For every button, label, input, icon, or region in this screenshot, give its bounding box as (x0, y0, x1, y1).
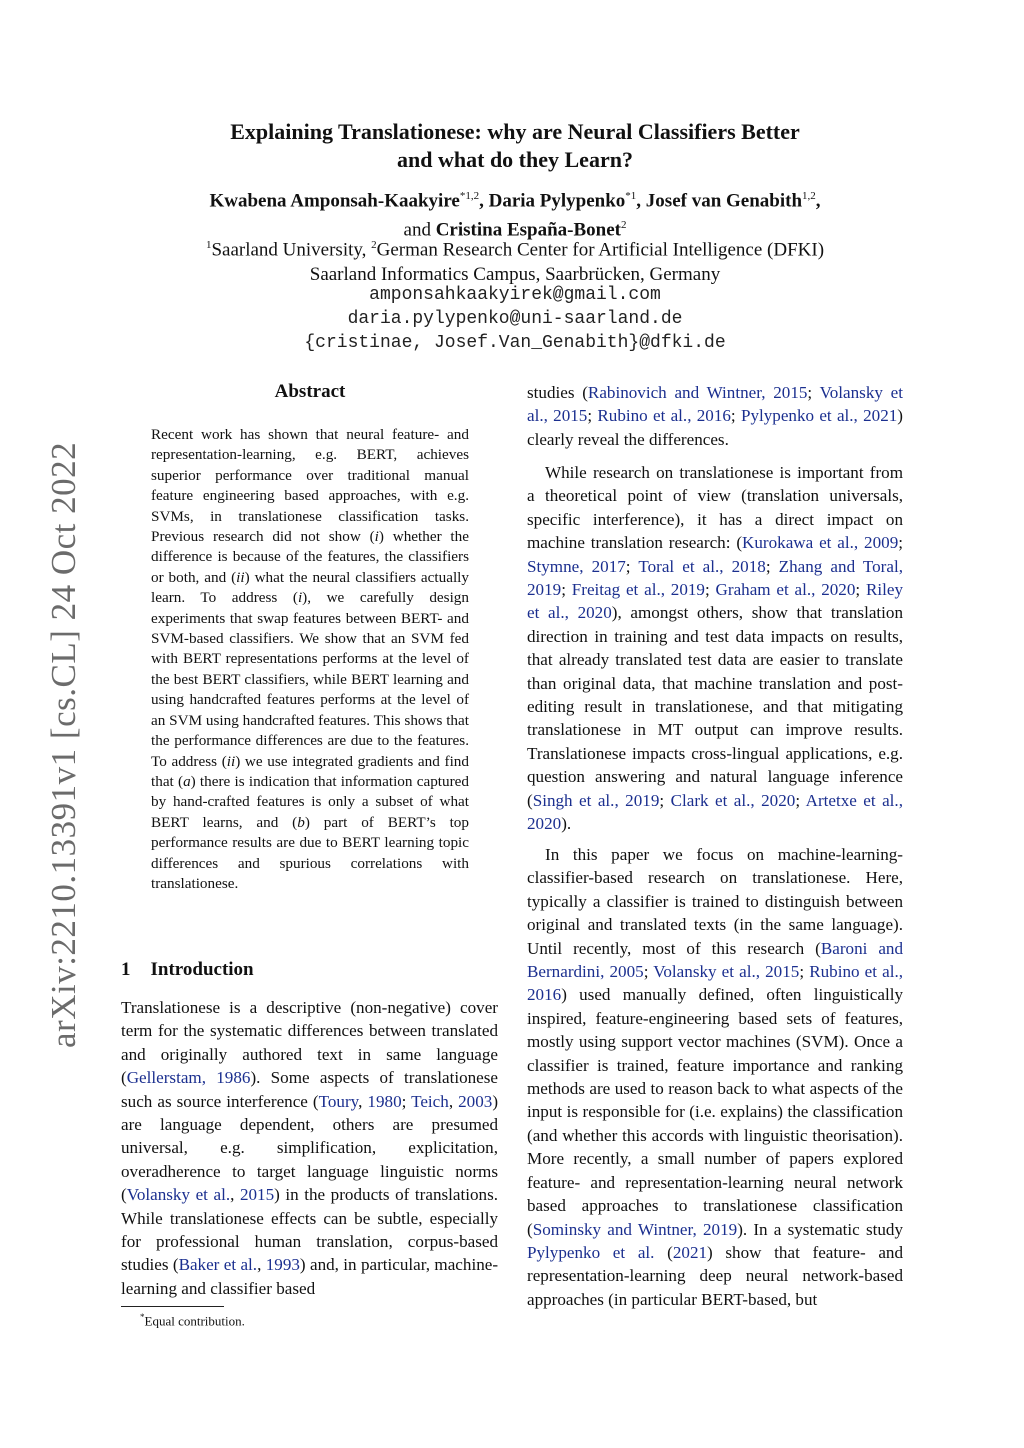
affiliation-line-2: Saarland Informatics Campus, Saarbrücken, Germany (309, 264, 721, 286)
citation-link[interactable]: Singh et al., 2019 (532, 790, 660, 810)
text-run: ) whether the difference is because of the features, the classifiers or both, and ( (151, 528, 469, 586)
text-run: Recent work has shown that neural feature- and representation-learning, e.g. BERT, achieves superior performance over traditional manual feature engineering based approaches, with e.g. SVMs, in translationese classification tasks. Previous research did not show ( (151, 426, 469, 546)
right-paragraph-2 (527, 461, 903, 836)
email-1: amponsahkaakyirek@gmail.com (369, 285, 661, 305)
citation-link[interactable]: Stymne, 2017 (527, 556, 626, 576)
text-run: ) part of BERT’s top performance results are due to BERT learning topic differences and spurious correlations with translationese. (151, 813, 469, 892)
affiliation-org: Saarland University, (211, 239, 367, 261)
text-run: , (257, 1255, 266, 1275)
text-run: ; (855, 580, 866, 600)
italic-text: i (297, 589, 303, 607)
footnote-mark: * (140, 1312, 145, 1322)
affiliation-org: German Research Center for Artificial Intelligence (DFKI) (376, 239, 825, 261)
text-run: ) we use integrated gradients and find that ( (151, 752, 469, 790)
citation-link[interactable]: Graham et al., 2020 (715, 580, 856, 600)
text-run: ; (401, 1091, 412, 1111)
affiliation-line-1 (120, 233, 910, 262)
citation-link[interactable]: Volansky et al. (126, 1185, 231, 1205)
text-run: ) used manually defined, often linguistically inspired, feature-engineering based sets of features, mostly using support vector machines (SVM). Once a classifier is trained, feature importance and ranking methods are used to reason back to what aspects of the input is responsible for (i.e. explains) the classification (and whether this accords with linguistic theorisation). More recently, a small number of papers explored feature- and representation-learning neural network based approaches to translationese classification ( (527, 985, 903, 1239)
citation-link[interactable]: Clark et al., 2020 (670, 790, 796, 810)
text-run: ) show that feature- and representation-learning deep neural network-based approaches (in particular BERT-based, but (527, 1242, 904, 1309)
section-heading-introduction (121, 959, 254, 981)
text-run: In this paper we focus on machine-learning-classifier-based research on translationese. Here, typically a classifier is trained to distinguish between original and translated texts (in the same language). Until recently, most of this research ( (527, 845, 903, 958)
arxiv-identifier: arXiv:2210.13391v1 [cs.CL] 24 Oct 2022 (44, 441, 83, 1048)
text-run: Translationese is a descriptive (non-negative) cover term for the systematic differences between translated and originally authored text in same language ( (121, 998, 498, 1088)
citation-link[interactable]: Baker et al. (178, 1255, 258, 1275)
section-number: 1 (121, 959, 131, 980)
citation-link[interactable]: Kurokawa et al., 2009 (742, 533, 899, 553)
italic-text: a (183, 772, 191, 790)
text-run: ; (587, 406, 598, 426)
affiliations (120, 233, 910, 287)
text-run: ). Some aspects of translationese such as source interference ( (121, 1068, 498, 1111)
affiliation-mark: 2 (371, 239, 377, 251)
abstract-heading: Abstract (274, 381, 346, 402)
citation-link[interactable]: Rubino et al., 2016 (527, 962, 903, 1005)
text-run: ). In a systematic study (737, 1219, 903, 1239)
author-name: Daria Pylypenko (488, 190, 626, 212)
text-run: ; (659, 790, 671, 810)
text-run: ), we carefully design experiments that swap features between BERT- and SVM-based classifiers. We show that an SVM fed with BERT representations performs at the level of the best BERT classifiers, while BERT learning and using handcrafted features performs at the level of an SVM using handcrafted features. This shows that the performance differences are due to the features. To address ( (151, 589, 469, 770)
citation-link[interactable]: 2015 (239, 1185, 275, 1205)
email-3: {cristinae, Josef.Van_Genabith}@dfki.de (304, 333, 726, 353)
intro-left-column (121, 996, 498, 1300)
text-run: ; (561, 580, 572, 600)
footnote-text: Equal contribution. (144, 1313, 245, 1329)
right-paragraph-1 (527, 381, 903, 451)
author-affiliation-mark: *1 (625, 190, 637, 202)
author-name: Josef van Genabith (645, 190, 803, 212)
affiliation-mark: 1 (205, 239, 212, 251)
footnote (140, 1312, 245, 1329)
citation-link[interactable]: Rabinovich and Wintner, 2015 (587, 383, 808, 402)
citation-link[interactable]: 2021 (672, 1242, 708, 1262)
citation-link[interactable]: Baroni and Bernardini, 2005 (527, 938, 903, 982)
text-run: ) clearly reveal the differences. (527, 406, 903, 449)
authors-line-1: Kwabena Amponsah-Kaakyire$^{*1,2}$, Daria Pylypenko$^{*1}$, Josef van Genabith$^{1,2}$, (209, 190, 821, 212)
citation-link[interactable]: Zhang and Toral, 2019 (527, 556, 903, 600)
text-run: ) there is indication that information captured by hand-crafted features is only a subset of what BERT learns, and ( (151, 772, 469, 831)
citation-link[interactable]: Sominsky and Wintner, 2019 (532, 1219, 738, 1239)
author-name: Kwabena Amponsah-Kaakyire (209, 190, 460, 212)
text-run: While research on translationese is important from a theoretical point of view (translation universals, specific interference), it has a direct impact on machine translation research: ( (527, 463, 903, 553)
text-run: ; (704, 580, 716, 600)
text-run: ). (561, 814, 572, 834)
text-run: ; (625, 556, 639, 576)
title-line-1: Explaining Translationese: why are Neural Classifiers Better (230, 119, 800, 144)
text-run: ; (898, 533, 903, 553)
author-affiliation-mark: 1,2 (802, 190, 816, 202)
email-2: daria.pylypenko@uni-saarland.de (347, 309, 683, 329)
italic-text: ii (226, 752, 236, 770)
author-affiliation-mark: *1,2 (459, 190, 480, 202)
citation-link[interactable]: 1980 (367, 1091, 402, 1111)
citation-link[interactable]: Riley et al., 2020 (527, 580, 904, 623)
footnote-rule (121, 1306, 224, 1307)
text-run: ( (654, 1242, 673, 1262)
text-run: , (230, 1185, 240, 1205)
text-run: ) in the products of translations. While translationese effects can be subtle, especially for professional human translation, corpus-based studies ( (121, 1185, 498, 1275)
citation-link[interactable]: 2003 (458, 1091, 493, 1111)
citation-link[interactable]: Teich (411, 1091, 449, 1111)
citation-link[interactable]: Gellerstam, 1986 (126, 1068, 251, 1088)
citation-link[interactable]: Pylypenko et al. (527, 1242, 655, 1262)
citation-link[interactable]: Artetxe et al., 2020 (527, 790, 903, 834)
text-run: , (358, 1091, 368, 1111)
title-line-2: and what do they Learn? (397, 147, 633, 172)
text-run: ; (807, 383, 820, 402)
text-run: ; (799, 962, 810, 982)
citation-link[interactable]: Rubino et al., 2016 (597, 406, 731, 426)
text-run: ), amongst others, show that translation direction in training and test data impacts on results, that already translated test data are easier to translate than original data, that machine translation and post-editing result in translationese, and that mitigating translationese in MT output can improve results. Translationese impacts cross-lingual applications, e.g. question answering and natural language inference ( (527, 603, 903, 810)
text-run: ; (643, 962, 654, 982)
text-run: ) and, in particular, machine-learning and classifier based (121, 1255, 499, 1298)
citation-link[interactable]: Volansky et al., 2015 (527, 383, 903, 426)
citation-link[interactable]: 1993 (265, 1255, 300, 1275)
italic-text: ii (236, 568, 245, 586)
text-run: ; (730, 406, 741, 426)
authors-conjunction: and (403, 219, 431, 241)
text-run: ; (795, 790, 806, 810)
abstract-body (151, 425, 469, 894)
citation-link[interactable]: Pylypenko et al., 2021 (740, 406, 898, 426)
right-paragraph-3 (527, 843, 903, 1311)
italic-text: i (374, 528, 379, 546)
author-affiliation-mark: 2 (620, 219, 627, 232)
text-run: ; (765, 556, 779, 576)
text-run: ) are language dependent, others are presumed universal, e.g. simplification, explicitation, overadherence to target language linguistic norms ( (121, 1091, 499, 1205)
author-name: Cristina España-Bonet (435, 219, 621, 241)
paper-title (120, 118, 910, 174)
text-run: ) what the neural classifiers actually learn. To address ( (151, 568, 469, 607)
text-run: , (448, 1091, 459, 1111)
citation-link[interactable]: Volansky et al., 2015 (653, 962, 800, 982)
citation-link[interactable]: Freitag et al., 2019 (571, 580, 705, 600)
section-title: Introduction (150, 959, 254, 980)
italic-text: b (297, 813, 305, 831)
text-run: studies ( (527, 383, 588, 402)
citation-link[interactable]: Toral et al., 2018 (638, 556, 766, 576)
citation-link[interactable]: Toury (318, 1091, 359, 1111)
